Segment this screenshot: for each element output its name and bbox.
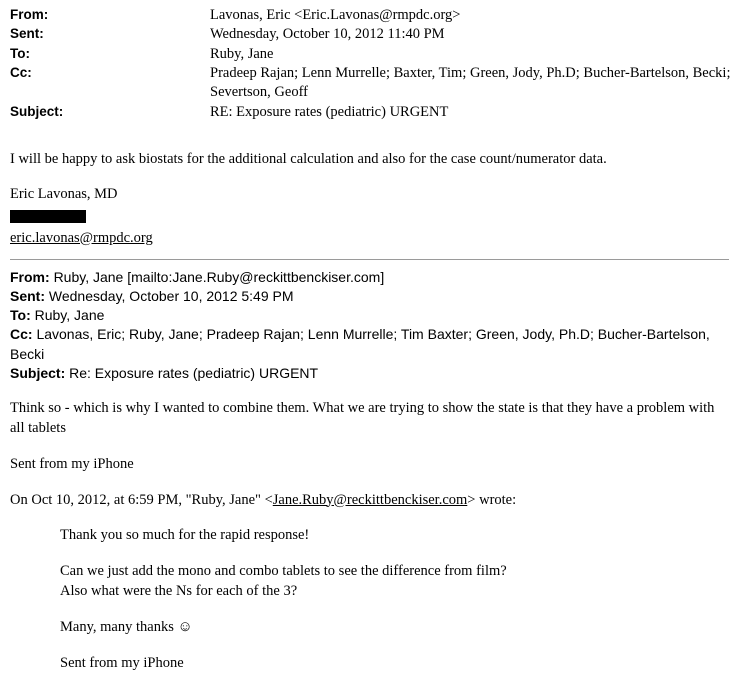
on-date-prefix: On Oct 10, 2012, at 6:59 PM, "Ruby, Jane" < (10, 491, 273, 508)
signature-email-line (10, 230, 729, 247)
header-row-from (10, 6, 731, 25)
quoted-label-cc: Cc: (10, 326, 33, 343)
nested-paragraph-2b: Also what were the Ns for each of the 3? (60, 582, 298, 599)
quoted-header-subject (10, 364, 729, 383)
spacer (10, 510, 729, 526)
spacer (10, 122, 729, 150)
header-label-from: From: (10, 7, 49, 22)
sent-from-iphone-2: Sent from my iPhone (60, 655, 184, 672)
quoted-paragraph-1: Think so - which is why I wanted to combine them. What we are trying to show the state is that they have a problem with all tablets (10, 400, 715, 437)
header-label-subject: Subject: (10, 103, 64, 119)
header-value-from: Lavonas, Eric <Eric.Lavonas@rmpdc.org> (210, 7, 461, 23)
header-row-sent (10, 25, 731, 44)
header-label-sent: Sent: (10, 26, 44, 42)
message-body-area (0, 122, 739, 674)
redaction-bar (10, 210, 86, 223)
quoted-header-to (10, 306, 729, 325)
smiley-icon: ☺ (177, 619, 193, 636)
nested-paragraph-2a: Can we just add the mono and combo tablets to see the difference from film? (60, 562, 507, 579)
quoted-email-header (10, 268, 729, 384)
nested-thanks-text: Many, many thanks (60, 619, 174, 636)
header-row-subject (10, 103, 731, 122)
header-value-to: Ruby, Jane (210, 45, 274, 62)
quoted-label-to: To: (10, 307, 31, 324)
nested-paragraph-1: Thank you so much for the rapid response! (60, 527, 310, 544)
spacer (10, 546, 729, 562)
email-header (0, 6, 739, 122)
message-body-paragraph: I will be happy to ask biostats for the additional calculation and also for the case count/numerator data. (10, 150, 607, 167)
quoted-header-from (10, 268, 729, 287)
quoted-value-sent: Wednesday, October 10, 2012 5:49 PM (48, 287, 294, 304)
quoted-header-sent (10, 287, 729, 306)
quoted-value-subject: Re: Exposure rates (pediatric) URGENT (69, 365, 319, 382)
nested-paragraph-3 (60, 617, 729, 638)
spacer (10, 170, 729, 186)
quoted-value-to: Ruby, Jane (34, 307, 105, 324)
message-divider (10, 259, 729, 260)
email-document (0, 6, 739, 672)
signature-name: Eric Lavonas, MD (10, 185, 118, 202)
header-value-cc: Pradeep Rajan; Lenn Murrelle; Baxter, Tim; Green, Jody, Ph.D; Bucher-Bartelson, Becki; Severtson, Geoff (210, 65, 731, 101)
quoted-value-from: Ruby, Jane [mailto:Jane.Ruby@reckittbenckiser.com] (53, 268, 385, 285)
spacer (10, 638, 729, 654)
spacer (10, 475, 729, 491)
quoted-label-from: From: (10, 268, 50, 285)
header-label-to: To: (10, 45, 30, 61)
header-value-subject: RE: Exposure rates (pediatric) URGENT (210, 103, 449, 120)
quoted-header-cc (10, 325, 729, 364)
sent-from-iphone-1: Sent from my iPhone (10, 455, 134, 472)
quoted-label-subject: Subject: (10, 365, 66, 382)
on-date-suffix: > wrote: (467, 491, 517, 508)
quoted-value-cc: Lavonas, Eric; Ruby, Jane; Pradeep Rajan; Lenn Murrelle; Tim Baxter; Green, Jody, Ph.D; Bucher-Bartelson, Becki (10, 326, 710, 362)
header-value-sent: Wednesday, October 10, 2012 11:40 PM (210, 26, 445, 43)
signature-email-link[interactable]: eric.lavonas@rmpdc.org (10, 229, 153, 246)
on-date-wrote-line (10, 491, 729, 511)
spacer (10, 439, 729, 455)
header-row-cc (10, 64, 731, 102)
spacer (10, 601, 729, 617)
header-label-cc: Cc: (10, 65, 32, 81)
on-date-email-link[interactable]: Jane.Ruby@reckittbenckiser.com (272, 491, 468, 508)
header-row-to (10, 45, 731, 64)
spacer (10, 383, 729, 399)
signature-redaction-line (10, 208, 729, 225)
quoted-label-sent: Sent: (10, 287, 45, 304)
